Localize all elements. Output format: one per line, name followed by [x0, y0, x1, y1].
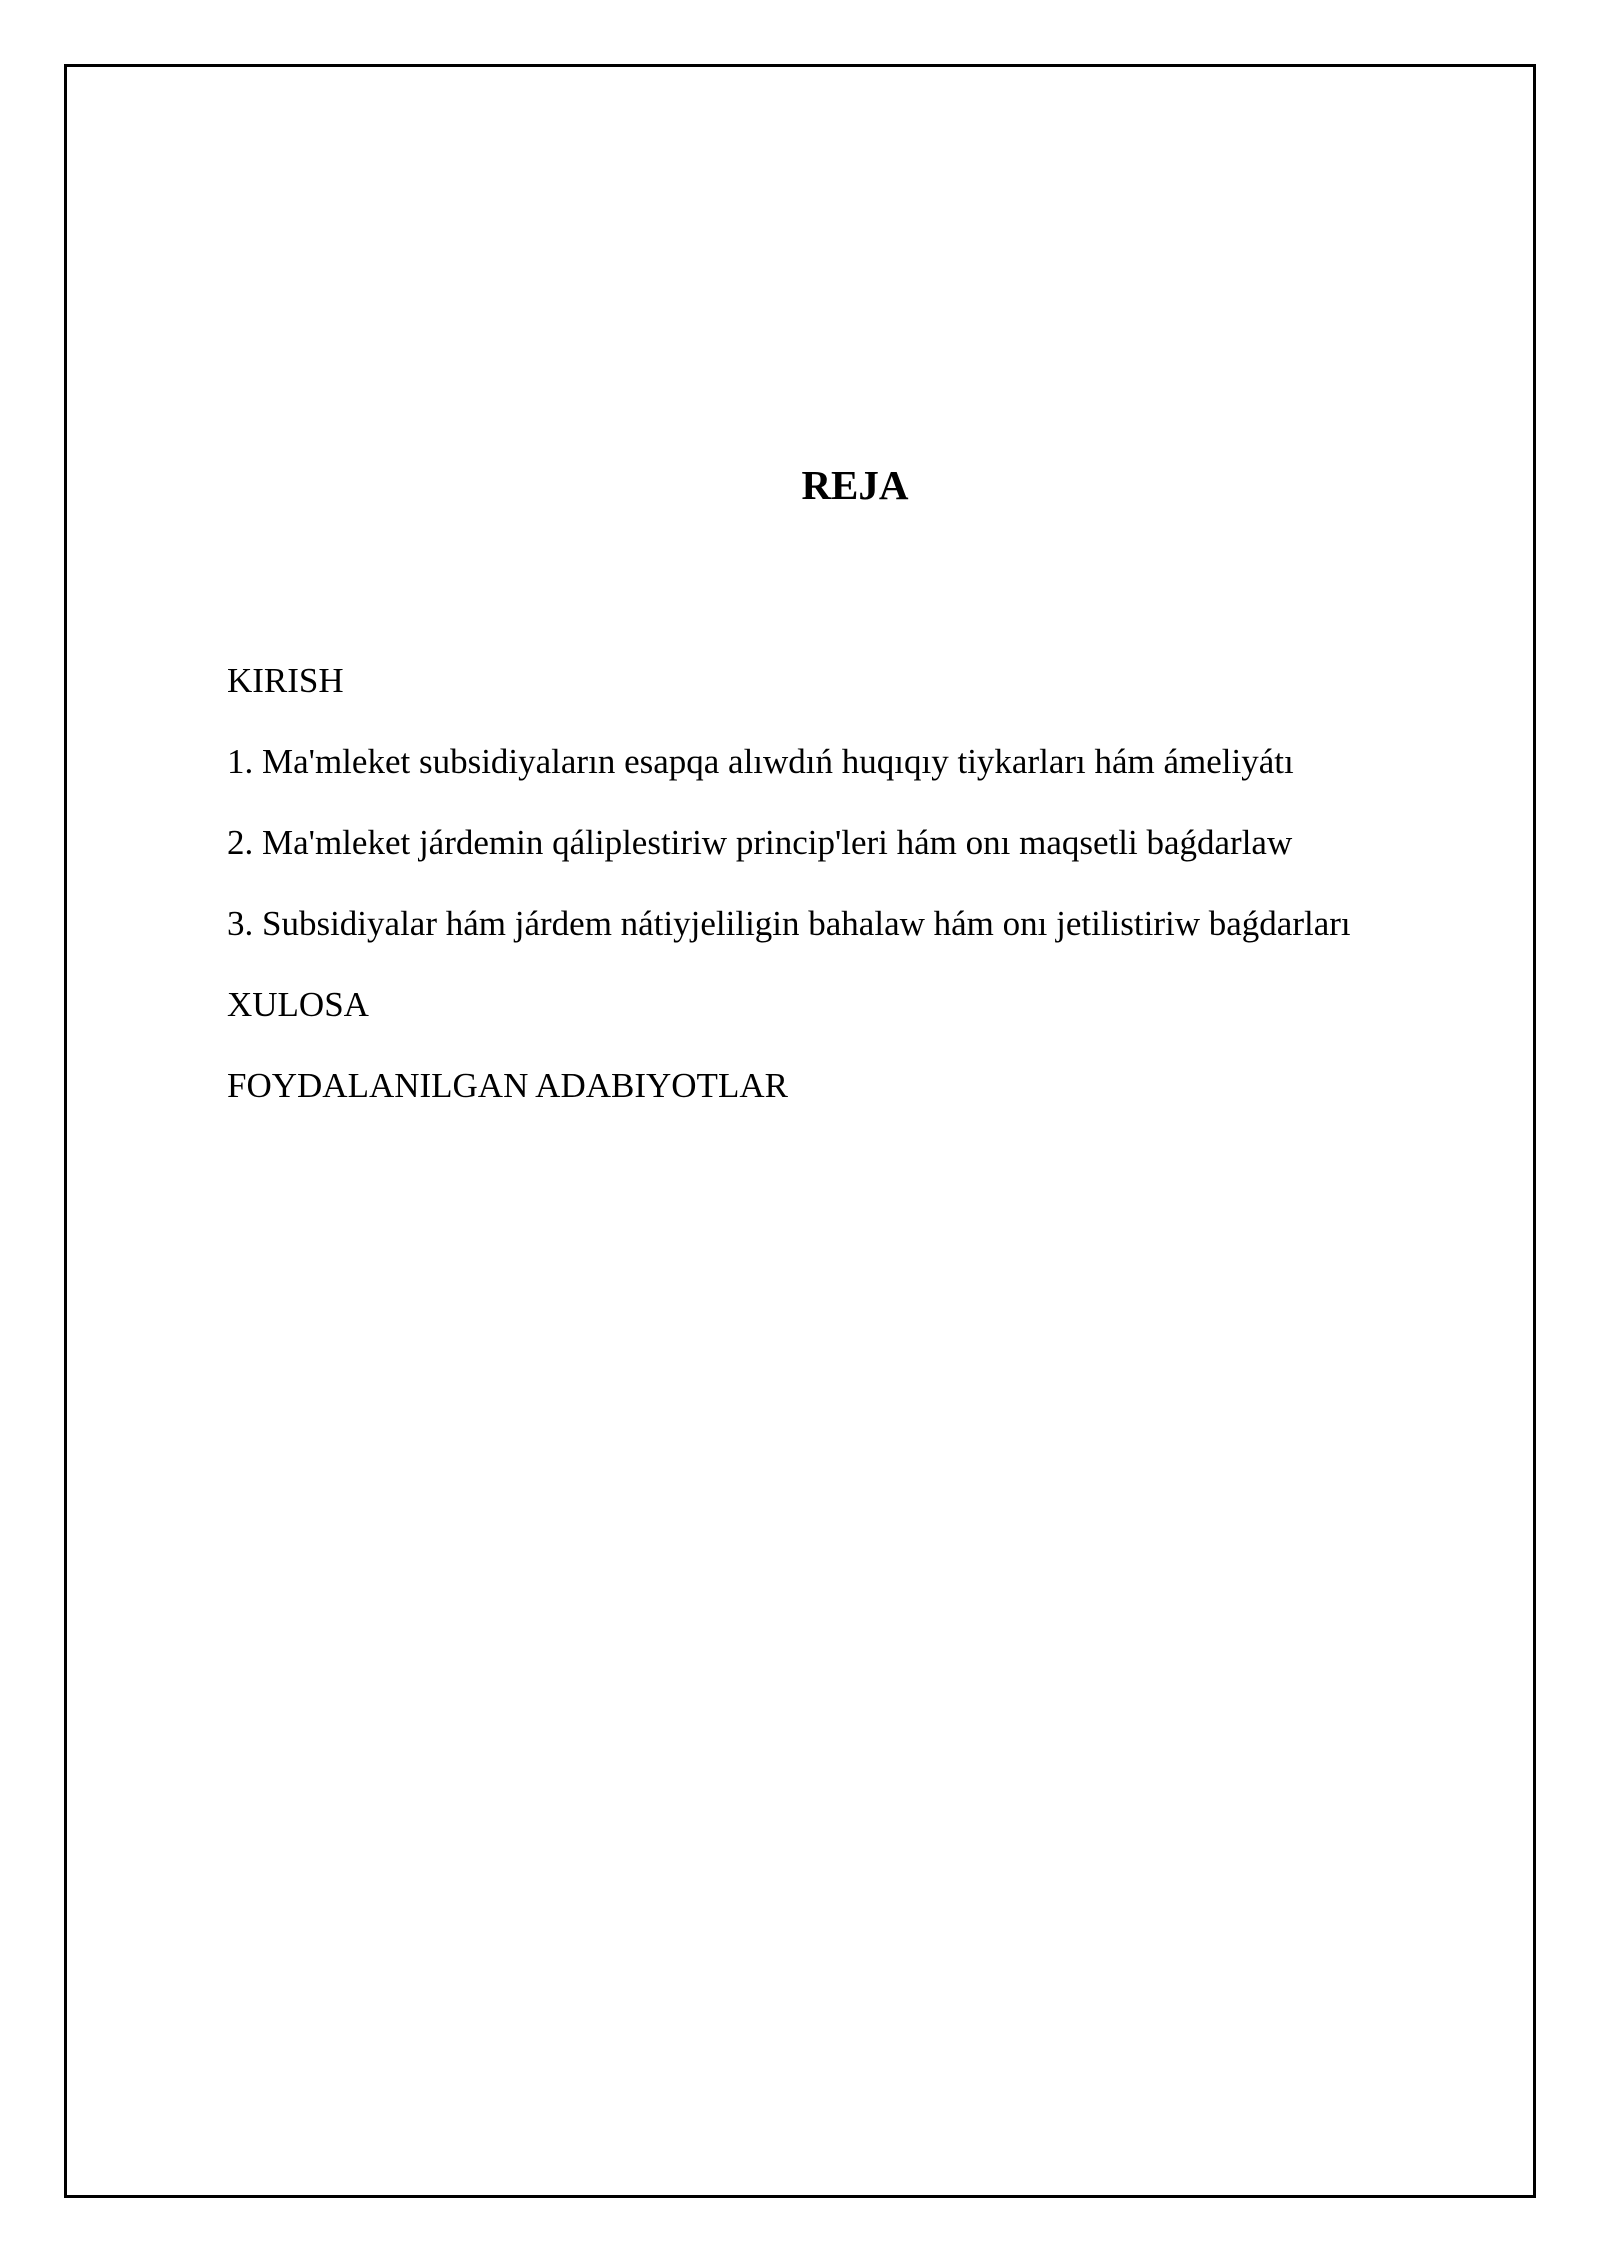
plan-item-conclusion: XULOSA	[227, 985, 369, 1024]
plan-item-1: 1. Ma'mleket subsidiyaların esapqa alıwdıń huqıqıy tiykarları hám ámeliyátı	[227, 742, 1294, 781]
plan-item-2: 2. Ma'mleket járdemin qáliplestiriw princip'leri hám onı maqsetli baǵdarlaw	[227, 823, 1293, 862]
page-title: REJA	[801, 462, 909, 508]
plan-item-3: 3. Subsidiyalar hám járdem nátiyjeliligin bahalaw hám onı jetilistiriw baǵdarları	[227, 904, 1351, 943]
plan-item-references: FOYDALANILGAN ADABIYOTLAR	[227, 1066, 788, 1105]
plan-list	[227, 640, 1351, 1126]
plan-item-introduction: KIRISH	[227, 661, 344, 700]
page-border	[64, 64, 1536, 2198]
